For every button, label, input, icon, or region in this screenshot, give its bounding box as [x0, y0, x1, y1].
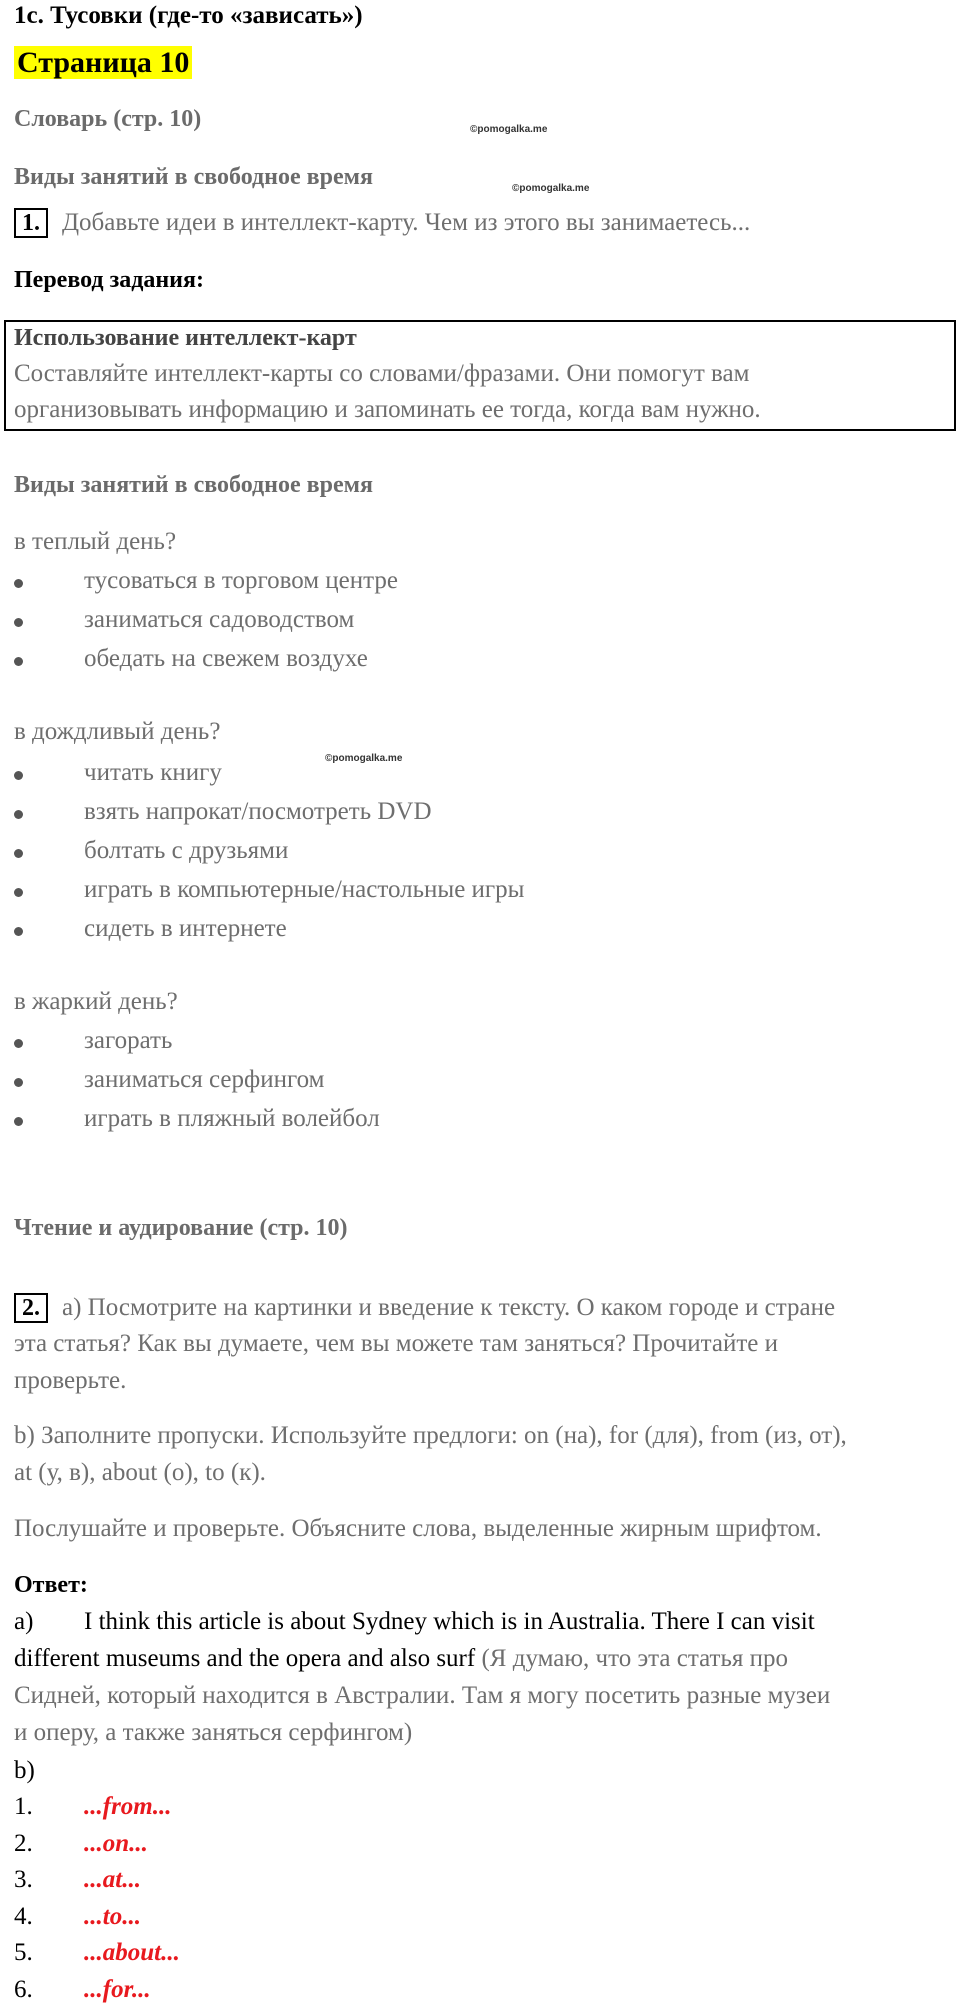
answer-a-marker: a) — [14, 1608, 34, 1635]
task2b-text: b) Заполните пропуски. Используйте предлоги: on (на), for (для), from (из, от), — [14, 1422, 847, 1449]
task2-number: 2. — [14, 1293, 48, 1323]
task1-line — [14, 208, 750, 238]
answer-number: 1. — [14, 1793, 33, 1820]
task2b-text: at (у, в), about (о), to (к). — [14, 1459, 266, 1486]
list-item: заниматься серфингом — [84, 1066, 325, 1093]
reading-heading: Чтение и аудирование (стр. 10) — [14, 1215, 348, 1241]
bullet — [14, 927, 23, 936]
answer-number: 6. — [14, 1976, 33, 2003]
bullet — [14, 618, 23, 627]
answer-a-text: I think this article is about Sydney which is in Australia. There I can visit — [84, 1608, 815, 1635]
watermark: ©pomogalka.me — [325, 753, 403, 764]
bullet — [14, 579, 23, 588]
listen-text: Послушайте и проверьте. Объясните слова, выделенные жирным шрифтом. — [14, 1515, 822, 1542]
answer-b-marker: b) — [14, 1757, 35, 1784]
hot-day-label: в жаркий день? — [14, 988, 178, 1015]
task2-text: проверьте. — [14, 1367, 127, 1394]
page-label-wrap — [14, 46, 192, 80]
bullet — [14, 888, 23, 897]
answer-number: 3. — [14, 1866, 33, 1893]
bullet — [14, 1117, 23, 1126]
list-item: обедать на свежем воздухе — [84, 645, 368, 672]
bullet — [14, 1078, 23, 1087]
list-item: болтать с друзьями — [84, 837, 289, 864]
activities-heading: Виды занятий в свободное время — [14, 472, 373, 498]
answer-a-text: different museums and the opera and also surf — [14, 1645, 476, 1672]
answer-label: Ответ: — [14, 1572, 88, 1598]
list-item: взять напрокат/посмотреть DVD — [84, 798, 432, 825]
rainy-day-label: в дождливый день? — [14, 718, 221, 745]
list-item: играть в пляжный волейбол — [84, 1105, 380, 1132]
warm-day-label: в теплый день? — [14, 528, 177, 555]
tip-box-line: организовывать информацию и запоминать ее тогда, когда вам нужно. — [14, 396, 761, 423]
vocab-heading: Словарь (стр. 10) — [14, 106, 202, 132]
watermark: ©pomogalka.me — [470, 124, 548, 135]
list-item: сидеть в интернете — [84, 915, 287, 942]
translation-label: Перевод задания: — [14, 267, 204, 293]
bullet — [14, 849, 23, 858]
answer-number: 2. — [14, 1830, 33, 1857]
answer-number: 4. — [14, 1903, 33, 1930]
tip-box-title: Использование интеллект-карт — [14, 325, 357, 351]
list-item: играть в компьютерные/настольные игры — [84, 876, 525, 903]
list-item: тусоваться в торговом центре — [84, 567, 398, 594]
list-item: загорать — [84, 1027, 173, 1054]
answer-number: 5. — [14, 1939, 33, 1966]
lesson-title: 1c. Тусовки (где-то «зависать») — [14, 2, 363, 29]
task1-text: Добавьте идеи в интеллект-карту. Чем из этого вы занимаетесь... — [62, 209, 751, 236]
bullet — [14, 771, 23, 780]
answer-value: ...on... — [84, 1830, 148, 1857]
answer-a-line2 — [14, 1645, 788, 1673]
page-label: Страница 10 — [14, 46, 192, 79]
answer-value: ...to... — [84, 1903, 141, 1930]
list-item: читать книгу — [84, 759, 222, 786]
answer-value: ...at... — [84, 1866, 141, 1893]
list-item: заниматься садоводством — [84, 606, 355, 633]
watermark: ©pomogalka.me — [512, 183, 590, 194]
answer-a-translation: (Я думаю, что эта статья про — [475, 1645, 788, 1672]
task2-text: а) Посмотрите на картинки и введение к тексту. О каком городе и стране — [62, 1294, 836, 1321]
answer-a-translation: Сидней, который находится в Австралии. Там я могу посетить разные музеи — [14, 1682, 831, 1709]
tip-box-line: Составляйте интеллект-карты со словами/фразами. Они помогут вам — [14, 360, 750, 387]
task1-number: 1. — [14, 208, 48, 238]
bullet — [14, 810, 23, 819]
answer-a-translation: и оперу, а также заняться серфингом) — [14, 1719, 413, 1746]
bullet — [14, 657, 23, 666]
task2-text: эта статья? Как вы думаете, чем вы можете там заняться? Прочитайте и — [14, 1330, 779, 1357]
task2-line — [14, 1293, 835, 1323]
vocab-subheading: Виды занятий в свободное время — [14, 164, 373, 190]
answer-value: ...from... — [84, 1793, 172, 1820]
bullet — [14, 1039, 23, 1048]
answer-value: ...for... — [84, 1976, 151, 2003]
answer-value: ...about... — [84, 1939, 180, 1966]
